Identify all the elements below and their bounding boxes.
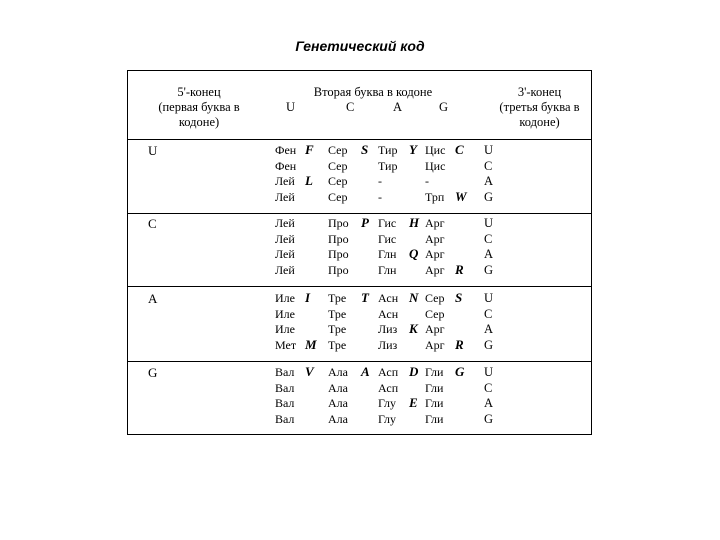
amino-acid-cell: -	[425, 174, 429, 188]
genetic-code-table	[127, 70, 592, 435]
one-letter-code: D	[409, 364, 419, 379]
one-letter-code: N	[409, 290, 419, 305]
amino-acid-cell: Асн	[378, 291, 399, 305]
amino-acid-cell: Ала	[328, 365, 348, 379]
one-letter-code: F	[305, 142, 314, 157]
third-letter: U	[484, 216, 494, 230]
amino-acid-cell: Арг	[425, 216, 445, 230]
third-letter: C	[484, 231, 493, 246]
second-letter-a: A	[393, 100, 403, 114]
amino-acid-cell: Арг	[425, 247, 445, 261]
amino-acid-cell: Лей	[275, 189, 295, 204]
one-letter-code: Y	[409, 142, 417, 157]
amino-acid-cell: Трп	[425, 189, 445, 204]
second-letter-c: C	[346, 100, 355, 114]
third-letter: C	[484, 158, 493, 173]
amino-acid-cell: Гли	[425, 411, 444, 426]
amino-acid-cell: Арг	[425, 322, 445, 336]
amino-acid-cell: Сер	[328, 143, 348, 157]
second-letter-header: Вторая буква в кодоне	[313, 85, 433, 99]
amino-acid-cell: Про	[328, 247, 349, 261]
one-letter-code: W	[455, 188, 467, 204]
first-letter-c: C	[148, 216, 157, 231]
amino-acid-cell: Сер	[425, 291, 445, 305]
row-divider	[128, 213, 591, 214]
amino-acid-cell: Глу	[378, 396, 397, 410]
amino-acid-cell: Лиз	[378, 337, 398, 352]
one-letter-code: G	[455, 364, 465, 379]
row-divider	[128, 286, 591, 287]
amino-acid-cell: Тир	[378, 143, 398, 157]
amino-acid-cell: Сер	[328, 189, 348, 204]
amino-acid-cell: Про	[328, 216, 349, 230]
third-letter: A	[484, 247, 494, 261]
third-letter: G	[484, 262, 494, 277]
third-letter: G	[484, 411, 494, 426]
amino-acid-cell: Арг	[425, 337, 445, 352]
page-title: Генетический код	[295, 38, 425, 54]
third-letter: C	[484, 306, 493, 321]
amino-acid-cell: Тре	[328, 337, 347, 352]
third-letter: A	[484, 396, 494, 410]
amino-acid-cell: Иле	[275, 291, 295, 305]
amino-acid-cell: Арг	[425, 262, 445, 277]
amino-acid-cell: Ала	[328, 411, 348, 426]
amino-acid-cell: Ала	[328, 380, 348, 395]
amino-acid-cell: Лиз	[378, 322, 398, 336]
amino-acid-cell: Тир	[378, 158, 398, 173]
amino-acid-cell: Цис	[425, 158, 446, 173]
second-letter-g: G	[439, 100, 449, 114]
amino-acid-cell: Глн	[378, 247, 397, 261]
three-prime-header	[488, 85, 591, 130]
one-letter-code: M	[305, 336, 317, 352]
amino-acid-cell: Иле	[275, 322, 295, 336]
five-prime-header-line-1: 5'-конец	[177, 85, 221, 99]
amino-acid-cell: Гли	[425, 396, 444, 410]
one-letter-code: K	[409, 321, 418, 336]
third-letter: G	[484, 189, 494, 204]
amino-acid-cell: Гли	[425, 380, 444, 395]
three-prime-header-line-1: 3'-конец	[517, 85, 562, 99]
five-prime-header-line-3: кодоне)	[178, 115, 220, 129]
one-letter-code: E	[409, 395, 418, 410]
amino-acid-cell: Вал	[275, 396, 295, 410]
amino-acid-cell: Глу	[378, 411, 397, 426]
amino-acid-cell: Лей	[275, 174, 295, 188]
amino-acid-cell: Фен	[275, 143, 297, 157]
amino-acid-cell: Про	[328, 262, 349, 277]
amino-acid-cell: Лей	[275, 216, 295, 230]
amino-acid-cell: Глн	[378, 262, 397, 277]
five-prime-header	[140, 85, 258, 130]
amino-acid-cell: Тре	[328, 291, 347, 305]
amino-acid-cell: Вал	[275, 380, 295, 395]
second-letter-u: U	[286, 100, 296, 114]
third-letter: U	[484, 365, 494, 379]
third-letter: A	[484, 322, 494, 336]
amino-acid-cell: Гли	[425, 365, 444, 379]
amino-acid-cell: Арг	[425, 231, 445, 246]
one-letter-code: C	[455, 142, 464, 157]
amino-acid-cell: Тре	[328, 306, 347, 321]
amino-acid-cell: Вал	[275, 365, 295, 379]
one-letter-code: A	[361, 364, 370, 379]
third-letter: U	[484, 143, 494, 157]
amino-acid-cell: Гис	[378, 216, 397, 230]
amino-acid-cell: Цис	[425, 143, 446, 157]
amino-acid-cell: Асп	[378, 365, 399, 379]
amino-acid-cell: Асп	[378, 380, 399, 395]
third-letter: A	[484, 174, 494, 188]
amino-acid-cell: Тре	[328, 322, 347, 336]
amino-acid-cell: Лей	[275, 262, 295, 277]
amino-acid-cell: Вал	[275, 411, 295, 426]
row-divider	[128, 361, 591, 362]
amino-acid-cell: Лей	[275, 231, 295, 246]
third-letter: G	[484, 337, 494, 352]
one-letter-code: V	[305, 364, 314, 379]
amino-acid-cell: Сер	[328, 174, 348, 188]
first-letter-g: G	[148, 365, 158, 380]
amino-acid-cell: -	[378, 189, 382, 204]
amino-acid-cell: Фен	[275, 158, 297, 173]
amino-acid-cell: Про	[328, 231, 349, 246]
one-letter-code: P	[361, 215, 369, 230]
three-prime-header-line-3: кодоне)	[519, 115, 560, 129]
amino-acid-cell: Ала	[328, 396, 348, 410]
one-letter-code: T	[361, 290, 369, 305]
first-letter-a: A	[148, 291, 158, 306]
one-letter-code: S	[455, 290, 463, 305]
one-letter-code: Q	[409, 246, 419, 261]
amino-acid-cell: Иле	[275, 306, 295, 321]
one-letter-code: R	[455, 336, 464, 352]
amino-acid-cell: Сер	[328, 158, 348, 173]
one-letter-code: H	[409, 215, 420, 230]
row-divider	[128, 139, 591, 140]
third-letter: C	[484, 380, 493, 395]
first-letter-u: U	[148, 143, 158, 158]
one-letter-code: S	[361, 142, 369, 157]
one-letter-code: I	[305, 290, 311, 305]
amino-acid-cell: Гис	[378, 231, 397, 246]
one-letter-code: L	[305, 173, 313, 188]
third-letter: U	[484, 291, 494, 305]
five-prime-header-line-2: (первая буква в	[158, 100, 240, 114]
one-letter-code: R	[455, 261, 464, 277]
amino-acid-cell: Сер	[425, 306, 445, 321]
amino-acid-cell: Мет	[275, 337, 297, 352]
amino-acid-cell: -	[378, 174, 382, 188]
amino-acid-cell: Лей	[275, 247, 295, 261]
three-prime-header-line-2: (третья буква в	[499, 100, 580, 114]
amino-acid-cell: Асн	[378, 306, 399, 321]
